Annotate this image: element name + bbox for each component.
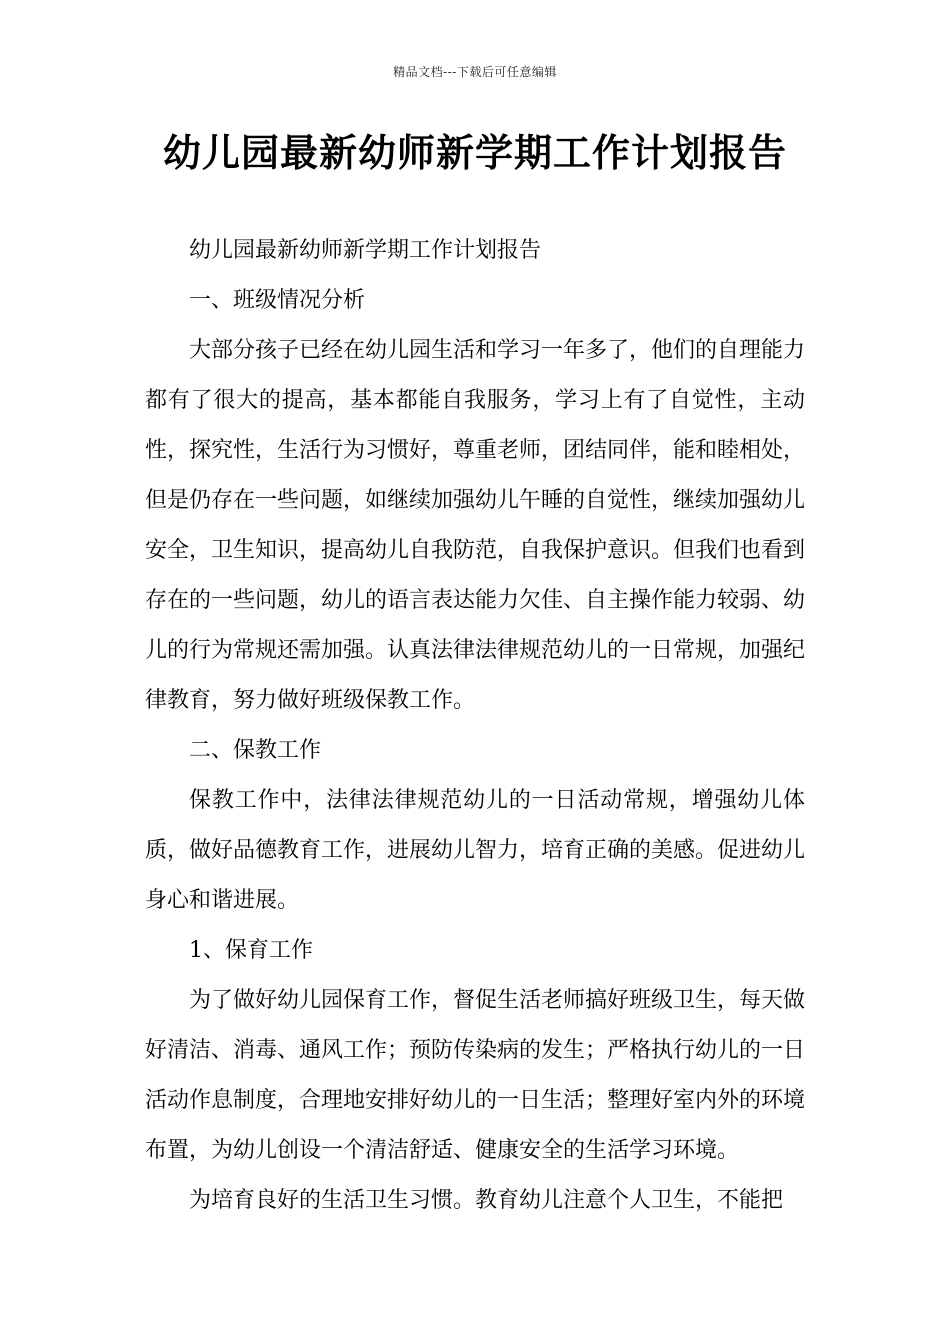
document-body xyxy=(145,226,805,1226)
document-title: 幼儿园最新幼师新学期工作计划报告 xyxy=(162,131,787,175)
paragraph-nursing: 为了做好幼儿园保育工作，督促生活老师搞好班级卫生，每天做好清洁、消毒、通风工作；预防传染病的发生；严格执行幼儿的一日活动作息制度，合理地安排好幼儿的一日生活；整理好室内外的环境布置，为幼儿创设一个清洁舒适、健康安全的生活学习环境。 xyxy=(145,988,806,1163)
section-heading-class-analysis: 一、班级情况分析 xyxy=(189,288,366,313)
paragraph-class-analysis: 大部分孩子已经在幼儿园生活和学习一年多了，他们的自理能力都有了很大的提高，基本都能自我服务，学习上有了自觉性，主动性，探究性，生活行为习惯好，尊重老师，团结同伴，能和睦相处，但是仍存在一些问题，如继续加强幼儿午睡的自觉性，继续加强幼儿安全，卫生知识，提高幼儿自我防范，自我保护意识。但我们也看到存在的一些问题，幼儿的语言表达能力欠佳、自主操作能力较弱、幼儿的行为常规还需加强。认真法律法律规范幼儿的一日常规，加强纪律教育，努力做好班级保教工作。 xyxy=(145,338,806,713)
paragraph-hygiene-habits: 为培育良好的生活卫生习惯。教育幼儿注意个人卫生，不能把 xyxy=(189,1188,784,1213)
section-heading-nursing: 1、保育工作 xyxy=(189,938,313,963)
paragraph-subtitle: 幼儿园最新幼师新学期工作计划报告 xyxy=(189,238,542,263)
section-heading-care-education: 二、保教工作 xyxy=(189,738,322,763)
header-note: 精品文档---下载后可任意编辑 xyxy=(393,65,557,79)
paragraph-care-education: 保教工作中，法律法律规范幼儿的一日活动常规，增强幼儿体质，做好品德教育工作，进展幼儿智力，培育正确的美感。促进幼儿身心和谐进展。 xyxy=(145,788,806,913)
